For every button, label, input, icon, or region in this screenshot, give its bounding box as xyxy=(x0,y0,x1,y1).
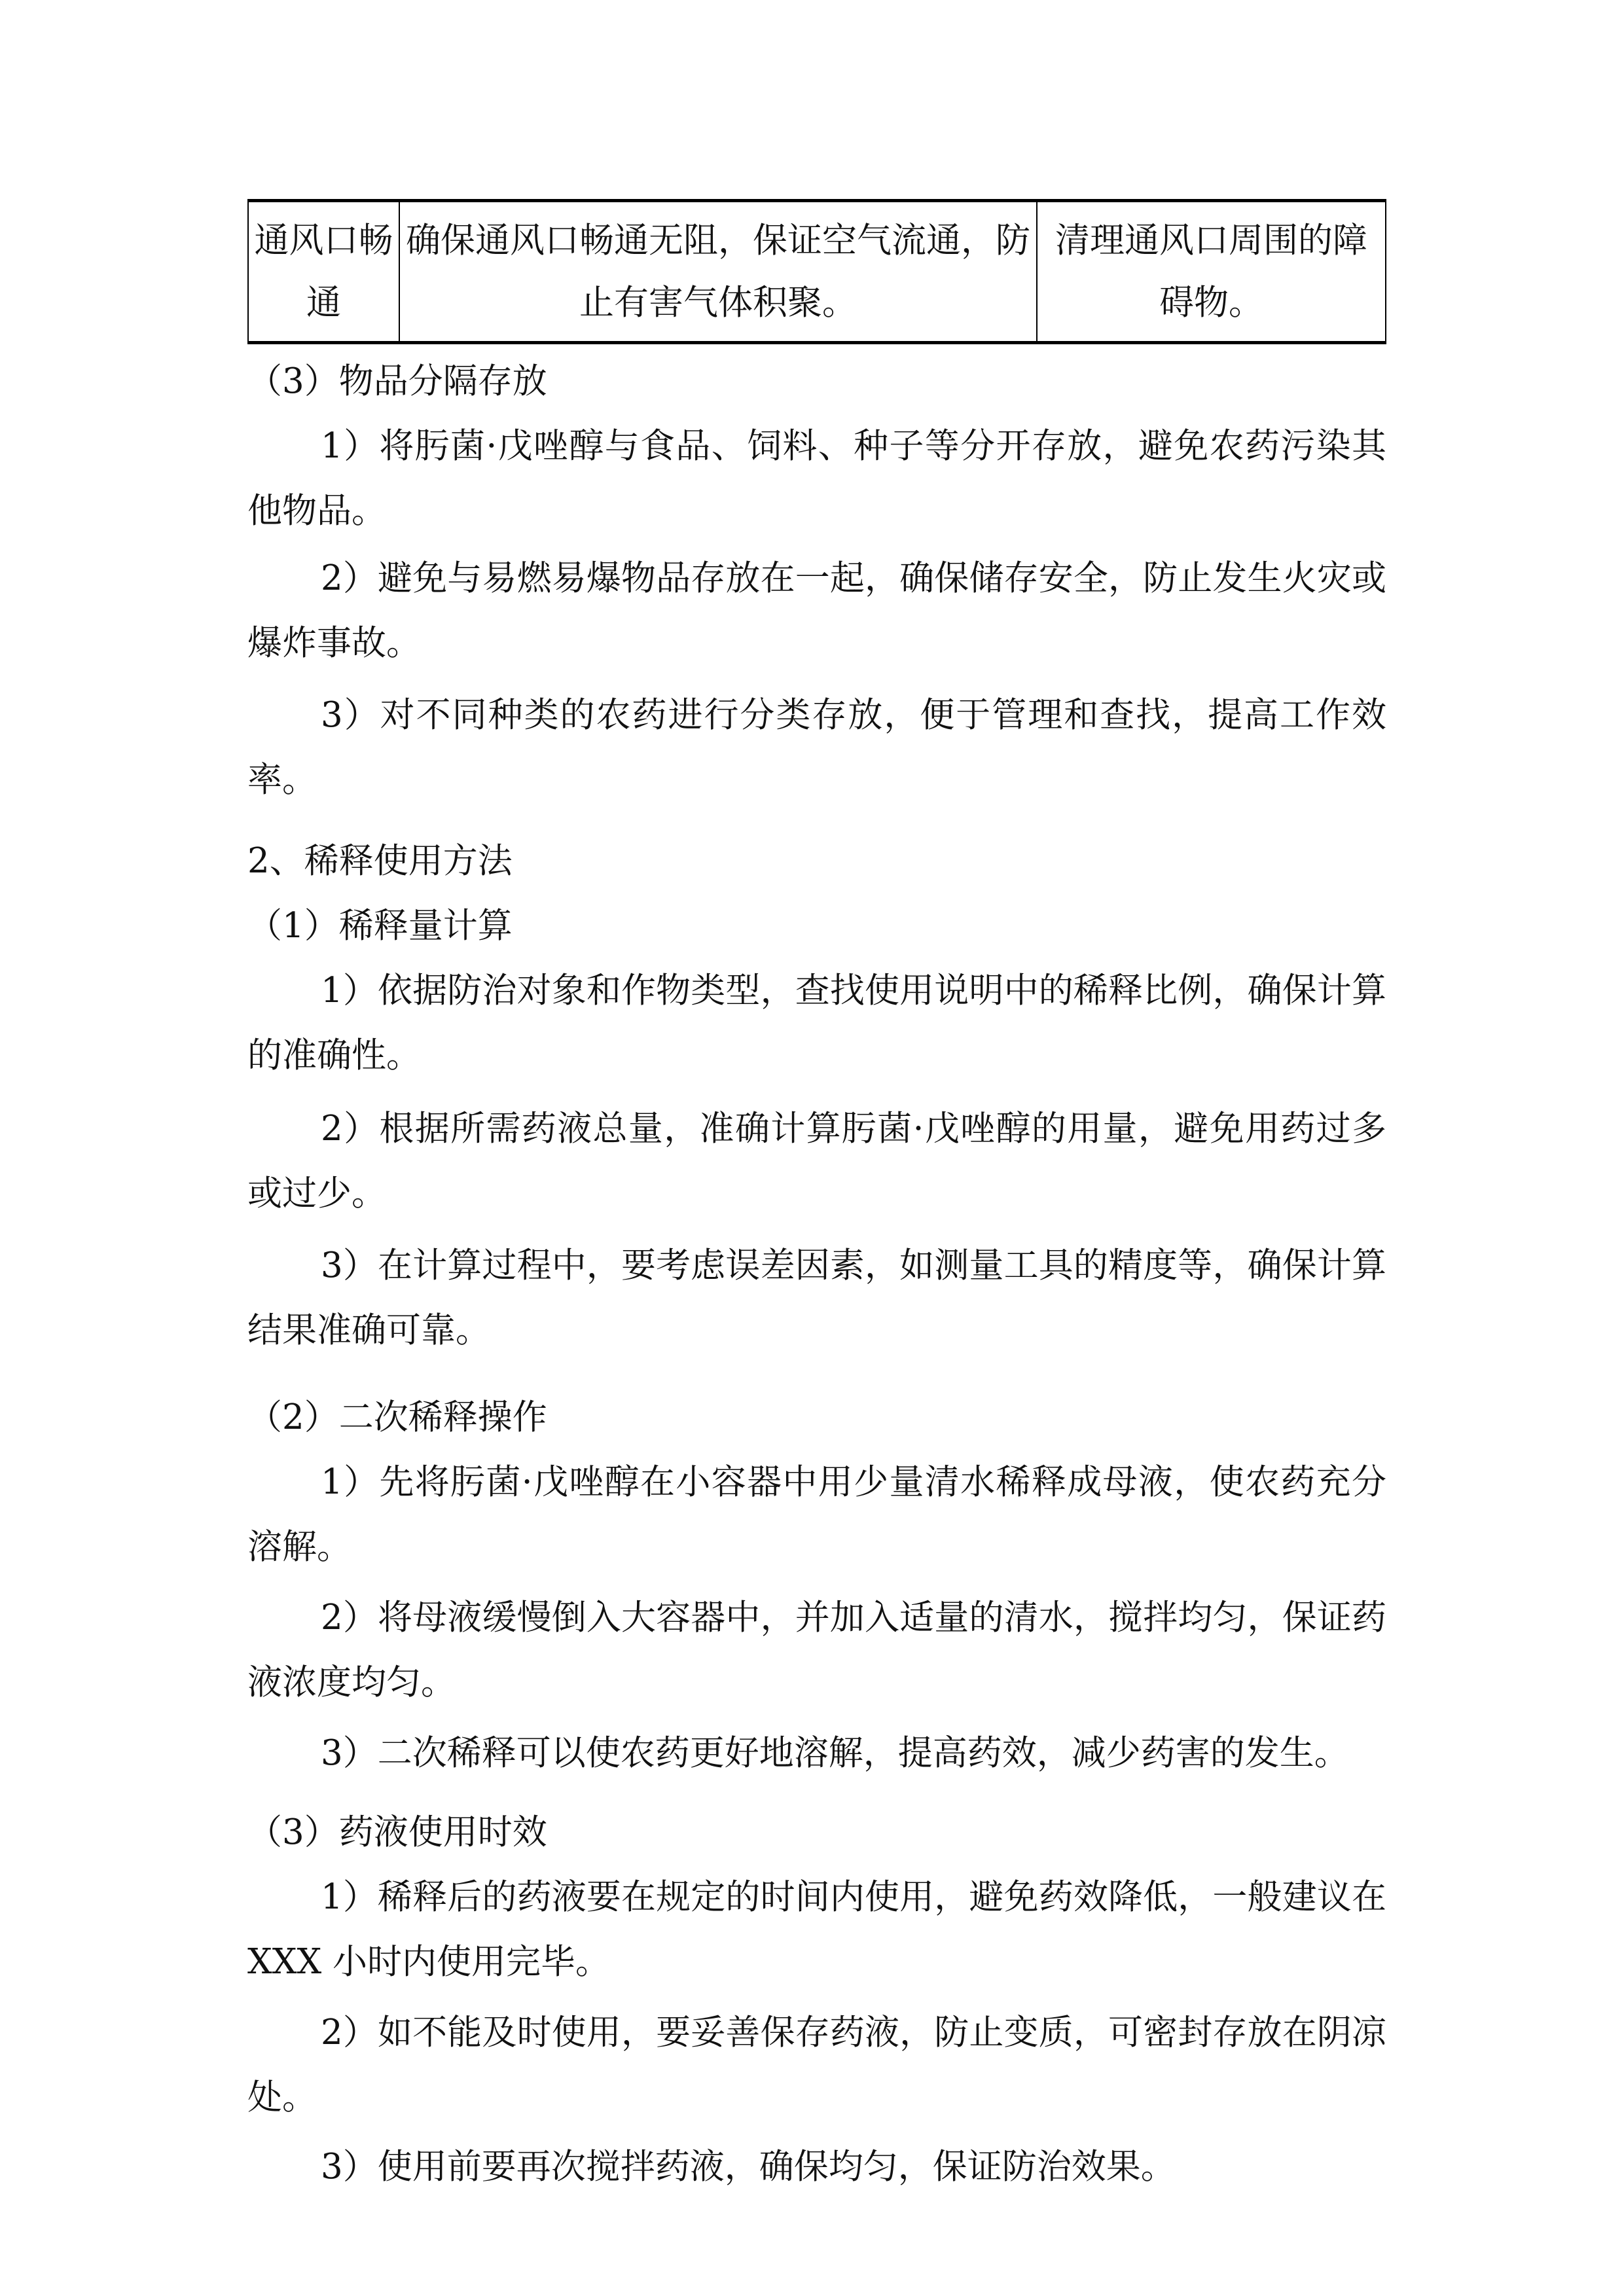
paragraph: 2）如不能及时使用，要妥善保存药液，防止变质，可密封存放在阴凉处。 xyxy=(247,2013,1386,2117)
table-row xyxy=(248,201,1386,343)
subheading: （1）稀释量计算 xyxy=(247,906,513,946)
paragraph: 3）对不同种类的农药进行分类存放，便于管理和查找，提高工作效率。 xyxy=(247,695,1386,800)
paragraph: 2）将母液缓慢倒入大容器中，并加入适量的清水，搅拌均匀，保证药液浓度均匀。 xyxy=(247,1598,1386,1702)
paragraph: 2）避免与易燃易爆物品存放在一起，确保储存安全，防止发生火灾或爆炸事故。 xyxy=(247,558,1386,663)
table-cell-requirement: 确保通风口畅通无阻，保证空气流通，防止有害气体积聚。 xyxy=(399,201,1037,343)
subheading: （3）药液使用时效 xyxy=(247,1812,547,1852)
paragraph: 3）在计算过程中，要考虑误差因素，如测量工具的精度等，确保计算结果准确可靠。 xyxy=(247,1246,1386,1350)
storage-table xyxy=(247,199,1386,344)
document-body xyxy=(247,199,1386,2199)
subheading: （3）物品分隔存放 xyxy=(247,361,547,401)
section-heading: 2、稀释使用方法 xyxy=(247,841,513,881)
paragraph: 1）先将肟菌·戊唑醇在小容器中用少量清水稀释成母液，使农药充分溶解。 xyxy=(247,1462,1386,1567)
table-cell-action: 清理通风口周围的障碍物。 xyxy=(1037,201,1386,343)
paragraph: 3）二次稀释可以使农药更好地溶解，提高药效，减少药害的发生。 xyxy=(321,1733,1349,1773)
paragraph: 2）根据所需药液总量，准确计算肟菌·戊唑醇的用量，避免用药过多或过少。 xyxy=(247,1109,1386,1213)
paragraph: 1）依据防治对象和作物类型，查找使用说明中的稀释比例，确保计算的准确性。 xyxy=(247,971,1386,1075)
subheading: （2）二次稀释操作 xyxy=(247,1397,547,1437)
paragraph: 1）将肟菌·戊唑醇与食品、饲料、种子等分开存放，避免农药污染其他物品。 xyxy=(247,426,1386,531)
paragraph: 3）使用前要再次搅拌药液，确保均匀，保证防治效果。 xyxy=(321,2147,1176,2187)
table-cell-item: 通风口畅通 xyxy=(248,201,399,343)
paragraph: 1）稀释后的药液要在规定的时间内使用，避免药效降低，一般建议在 XXX 小时内使用完毕。 xyxy=(247,1877,1386,1982)
